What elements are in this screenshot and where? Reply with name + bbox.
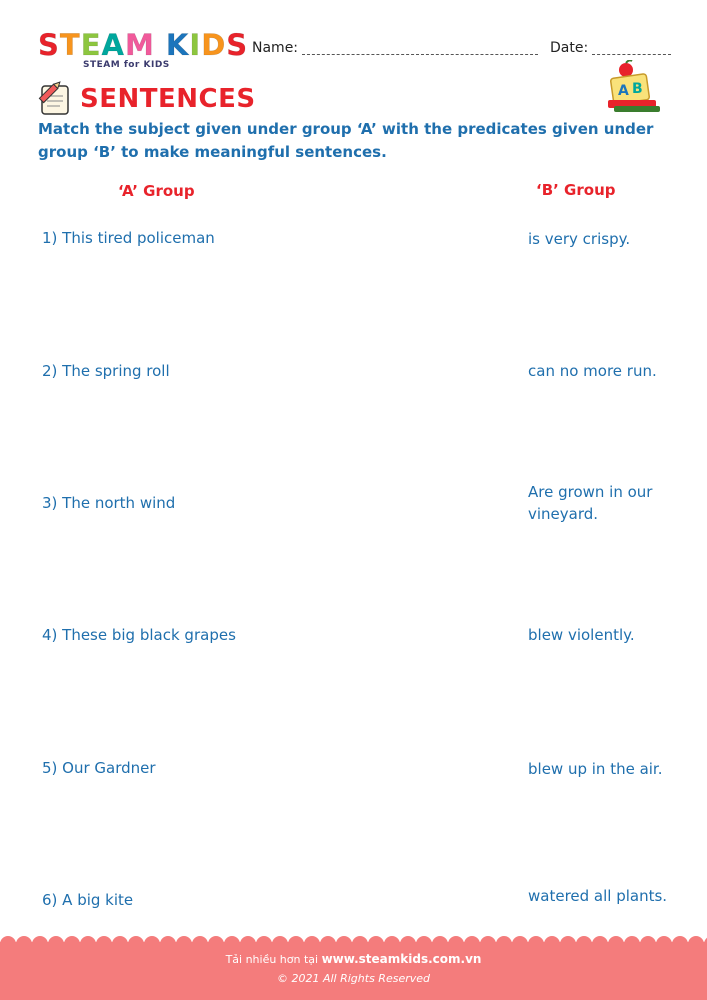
group-b-item: blew up in the air. (528, 760, 663, 778)
logo-letter (155, 28, 166, 62)
svg-text:B: B (632, 81, 643, 97)
footer-copyright: © 2021 All Rights Reserved (276, 972, 430, 985)
footer-prefix: Tải nhiều hơn tại (225, 953, 322, 966)
logo-letter: D (201, 28, 227, 62)
logo-wordmark (38, 30, 248, 60)
logo-letter: S (38, 28, 60, 62)
footer-website-link[interactable]: www.steamkids.com.vn (321, 952, 482, 966)
logo-letter: I (189, 28, 202, 62)
footer-website-line (0, 952, 707, 966)
group-a-item: 6) A big kite (42, 891, 134, 909)
name-field[interactable] (302, 54, 538, 55)
group-a-item: 5) Our Gardner (42, 759, 156, 777)
group-b-item: watered all plants. (528, 887, 668, 905)
group-b-item: is very crispy. (528, 230, 631, 248)
group-b-heading: ‘B’ Group (536, 181, 616, 199)
logo-letter: E (80, 28, 102, 62)
abc-book-icon (604, 60, 664, 115)
instructions: Match the subject given under group ‘A’ with the predicates given under group ‘B’ to make meaningful sentences. (38, 120, 654, 161)
group-a-item: 1) This tired policeman (42, 229, 215, 247)
group-a-item: 2) The spring roll (42, 362, 170, 380)
group-b-item: blew violently. (528, 626, 635, 644)
group-a-item: 4) These big black grapes (42, 626, 236, 644)
name-label: Name: (252, 40, 299, 56)
logo-letter: S (226, 28, 249, 62)
group-b-item: Are grown in our vineyard. (528, 483, 653, 523)
logo-letter: T (59, 28, 81, 62)
logo-letter: K (165, 28, 190, 62)
page-title: SENTENCES (80, 84, 256, 114)
date-field[interactable] (592, 54, 671, 55)
group-a-heading: ‘A’ Group (118, 182, 195, 200)
group-b-item: can no more run. (528, 362, 657, 380)
pencil-paper-icon (36, 80, 76, 120)
date-label: Date: (550, 40, 589, 56)
footer (0, 942, 707, 1000)
steam-kids-logo (38, 28, 249, 70)
logo-letter: A (101, 28, 125, 62)
svg-text:A: A (618, 83, 629, 99)
logo-letter: M (124, 28, 155, 62)
logo-tagline: STEAM for KIDS (83, 60, 170, 70)
group-a-item: 3) The north wind (42, 494, 176, 512)
